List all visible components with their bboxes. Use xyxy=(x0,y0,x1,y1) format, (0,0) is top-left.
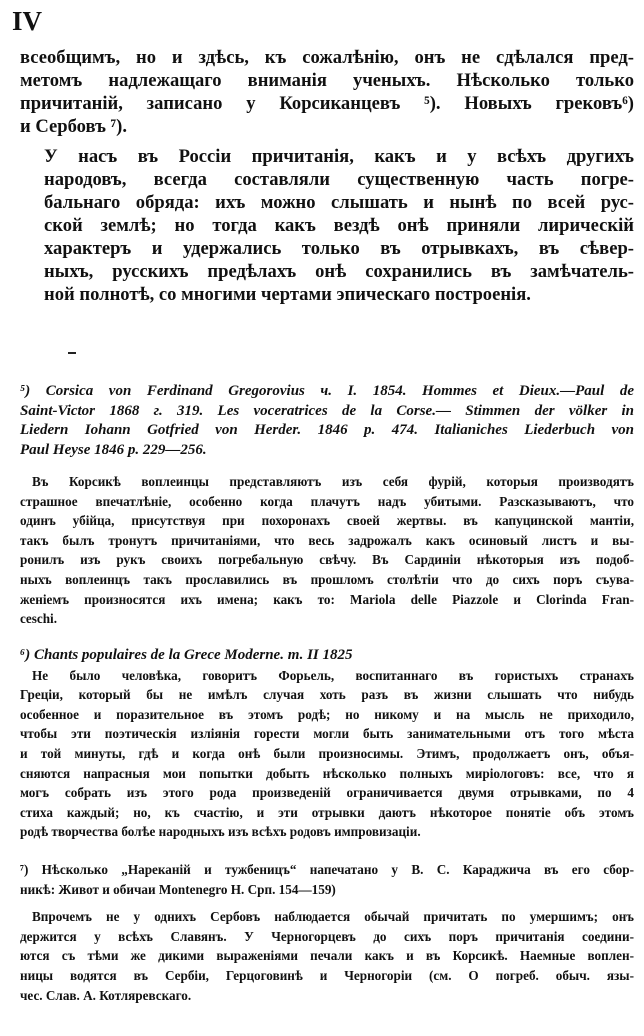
footnote-line: женіемъ произносятся ихъ имена; какъ то: Mariola delle Piazzole и Clorinda Fran- xyxy=(20,591,634,607)
footnote-line: сняются напрасныя мои попытки добыть нѣсколько полныхъ миріологовъ: все, что я xyxy=(20,765,634,781)
text-line: всеобщимъ, но и здѣсь, къ сожалѣнію, онъ не сдѣлался пред- xyxy=(20,47,634,68)
footnote-line: ныхъ воплеинцъ такъ прославились въ прошломъ столѣтіи что до сихъ поръ съува- xyxy=(20,571,634,587)
footnote-5-text xyxy=(20,472,634,629)
footnote-line: Liedern Iohann Gotfried von Herder. 1846 p. 474. Italianiches Liederbuch von xyxy=(20,422,634,439)
paragraph-1 xyxy=(20,46,634,138)
footnote-line: чтобы эти поэтическія изліянія горести могли быть занимательными отъ того мѣста xyxy=(20,726,634,742)
footnote-line: Въ Корсикѣ воплеинцы представляютъ изъ себя фурій, которыя производятъ xyxy=(32,474,634,489)
footnote-line: ются съ тѣми же дикими выраженіями печали какъ и въ Корсикѣ. Наемные воплен- xyxy=(20,948,634,964)
text-line: ной полнотѣ, со многими чертами эпическаго построенія. xyxy=(44,284,531,305)
text-line: причитаній, записано у Корсиканцевъ ⁵). Новыхъ грековъ⁶) xyxy=(20,93,634,114)
text-line: народовъ, всегда составляли существенную часть погре- xyxy=(44,169,634,190)
paragraph-2 xyxy=(20,145,634,306)
footnote-line: родѣ творчества болѣе народныхъ изъ всѣхъ родовъ импровизаціи. xyxy=(20,824,421,840)
footnote-line: страшное впечатлѣніе, особенно когда плачутъ надъ убитыми. Разсказываютъ, что xyxy=(20,493,634,509)
text-line: и Сербовъ ⁷). xyxy=(20,116,127,137)
text-line: У насъ въ Россіи причитанія, какъ и у всѣхъ другихъ xyxy=(44,146,634,167)
main-text xyxy=(20,46,634,306)
footnote-line: ceschi. xyxy=(20,611,57,627)
footnote-line: держится у всѣхъ Славянъ. У Черногорцевъ до сихъ поръ причитанія соедини- xyxy=(20,928,634,944)
footnote-line: одинъ убійца, присутствуя при похоронахъ своей жертвы. въ капуцинской мантіи, xyxy=(20,513,634,529)
text-line: метомъ надлежащаго вниманія ученыхъ. Нѣсколько только xyxy=(20,70,634,91)
footnote-line: ⁵) Corsica von Ferdinand Gregorovius ч. I. 1854. Hommes et Dieux.—Paul de xyxy=(20,383,634,399)
footnote-line: и той минуты, гдѣ и когда онѣ были произносимы. Этимъ, продолжаетъ онъ, объя- xyxy=(20,745,634,761)
text-line: бальнаго обряда: ихъ можно слышать и нынѣ по всей рус- xyxy=(44,192,634,213)
footnote-line: особенное и поразительное въ этомъ родѣ; но никому и на мысль не приходило, xyxy=(20,706,634,722)
footnote-6 xyxy=(20,646,634,842)
footnote-line: ницы водятся въ Сербіи, Герцоговинѣ и Черногоріи (см. О погреб. обыч. язы- xyxy=(20,967,634,983)
footnote-line: ⁷) Нѣсколько „Нареканій и тужбеницъ“ напечатано у В. С. Караджича въ его сбор- xyxy=(20,862,634,877)
footnote-5-references xyxy=(20,382,634,460)
footnote-line: Греціи, который бы не имѣлъ случая хоть разъ въ жизни слышать что нибудь xyxy=(20,687,634,703)
text-line: ской землѣ; но тогда какъ вездѣ онѣ приняли лирическій xyxy=(44,215,634,236)
footnote-line: могъ собрать изъ этого рода произведеній ограничивается двумя отрывками, по 4 xyxy=(20,785,634,801)
footnote-line: Paul Heyse 1846 p. 229—256. xyxy=(20,441,207,458)
text-line: ныхъ, русскихъ предѣлахъ онѣ сохранились въ замѣчатель- xyxy=(44,261,634,282)
footnote-line: никѣ: Живот и обичаи Montenegro Н. Срп. 154—159) xyxy=(20,881,336,897)
footnote-line: ронилъ изъ рукъ своихъ погребальную свѣчу. Въ Сардиніи нѣкоторыя изъ подоб- xyxy=(20,552,634,568)
footnote-line: Не было человѣка, говоритъ Форьель, воспитаннаго въ гористыхъ странахъ xyxy=(32,667,634,683)
text-line: характеръ и удержались только въ отрывкахъ, въ сѣвер- xyxy=(44,238,634,259)
footnote-line: ⁶) Chants populaires de la Grece Moderne. т. II 1825 xyxy=(20,647,353,663)
footnote-line: стиха каждый; но, къ счастію, и эти отрывки даютъ нѣкоторое понятіе объ этомъ xyxy=(20,804,634,820)
footnote-line: чес. Слав. А. Котляревскаго. xyxy=(20,987,192,1003)
footnote-7 xyxy=(20,860,634,1005)
separator-dash xyxy=(68,352,76,354)
footnote-line: такъ былъ тронутъ причитаніями, что весь задрожалъ какъ осиновый листъ и вы- xyxy=(20,532,634,548)
footnote-line: Saint-Victor 1868 г. 319. Les voceratrices de la Corse.— Stimmen der völker in xyxy=(20,402,634,419)
footnote-line: Впрочемъ не у однихъ Сербовъ наблюдается обычай причитать по умершимъ; онъ xyxy=(32,909,634,925)
page-number: IV xyxy=(12,6,43,36)
